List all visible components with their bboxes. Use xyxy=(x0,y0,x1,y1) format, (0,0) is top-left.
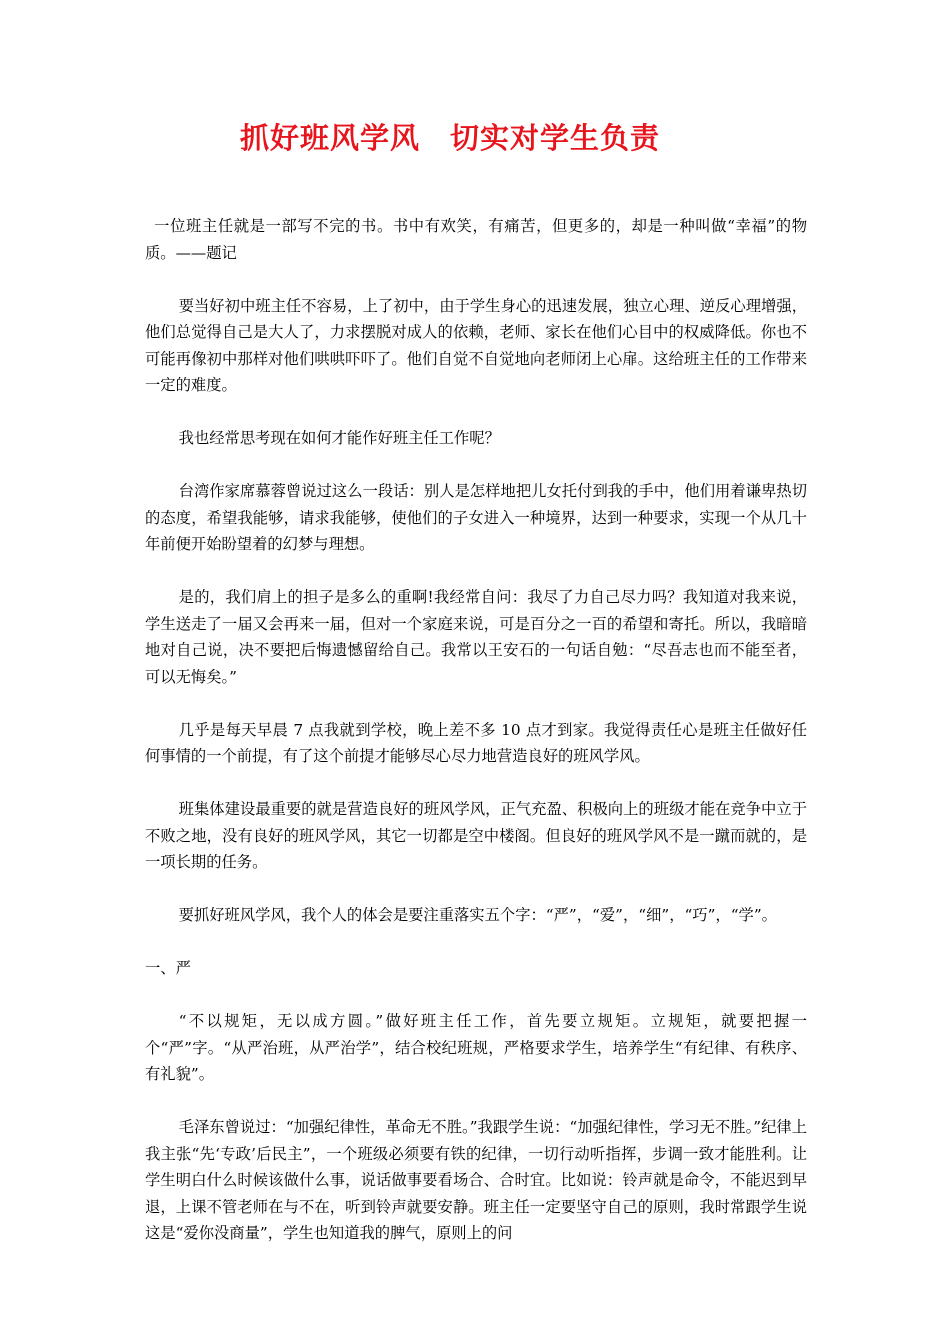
body-paragraph: 是的，我们肩上的担子是多么的重啊!我经常自问：我尽了力自己尽力吗？我知道对我来说，学生送走了一届又会再来一届，但对一个家庭来说，可是百分之一百的希望和寄托。所以，我暗暗地对自己说，决不要把后悔遗憾留给自己。我常以王安石的一句话自勉：“尽吾志也而不能至者，可以无悔矣。” xyxy=(145,588,807,686)
body-paragraph: 要当好初中班主任不容易，上了初中，由于学生身心的迅速发展，独立心理、逆反心理增强，他们总觉得自己是大人了，力求摆脱对成人的依赖，老师、家长在他们心目中的权威降低。你也不可能再像初中那样对他们哄哄吓吓了。他们自觉不自觉地向老师闭上心扉。这给班主任的工作带来一定的难度。 xyxy=(145,296,807,394)
section-heading: 一、严 xyxy=(145,959,191,977)
body-paragraph: 几乎是每天早晨 7 点我就到学校，晚上差不多 10 点才到家。我觉得责任心是班主任做好任何事情的一个前提，有了这个前提才能够尽心尽力地营造良好的班风学风。 xyxy=(145,720,807,765)
body-paragraph: 要抓好班风学风，我个人的体会是要注重落实五个字：“严”，“爱”，“细”，“巧”，“学”。 xyxy=(178,906,777,924)
body-paragraph: 我也经常思考现在如何才能作好班主任工作呢？ xyxy=(178,429,500,447)
body-paragraph: 台湾作家席慕蓉曾说过这么一段话：别人是怎样地把儿女托付到我的手中，他们用着谦卑热切的态度，希望我能够，请求我能够，使他们的子女进入一种境界，达到一种要求，实现一个从几十年前便开始盼望着的幻梦与理想。 xyxy=(145,482,807,553)
document-title: 抓好班风学风 切实对学生负责 xyxy=(239,121,660,155)
body-paragraph: 班集体建设最重要的就是营造良好的班风学风，正气充盈、积极向上的班级才能在竞争中立于不败之地，没有良好的班风学风，其它一切都是空中楼阁。但良好的班风学风不是一蹴而就的，是一项长期的任务。 xyxy=(145,800,807,871)
body-paragraph: 毛泽东曾说过：“加强纪律性，革命无不胜。”我跟学生说：“加强纪律性，学习无不胜。”纪律上我主张“先‘专政’后民主”，一个班级必须要有铁的纪律，一切行动听指挥，步调一致才能胜利。让学生明白什么时候该做什么事，说话做事要看场合、合时宜。比如说：铃声就是命令，不能迟到早退，上课不管老师在与不在，听到铃声就要安静。班主任一定要坚守自己的原则，我时常跟学生说这是“爱你没商量”，学生也知道我的脾气，原则上的问 xyxy=(145,1118,807,1242)
epigraph-paragraph: 一位班主任就是一部写不完的书。书中有欢笑，有痛苦，但更多的，却是一种叫做“幸福”的物质。——题记 xyxy=(145,217,807,262)
body-paragraph: “不以规矩，无以成方圆。”做好班主任工作，首先要立规矩。立规矩，就要把握一个“严”字。“从严治班，从严治学”，结合校纪班规，严格要求学生，培养学生“有纪律、有秩序、有礼貌”。 xyxy=(145,1012,807,1083)
document-body xyxy=(145,213,807,1273)
